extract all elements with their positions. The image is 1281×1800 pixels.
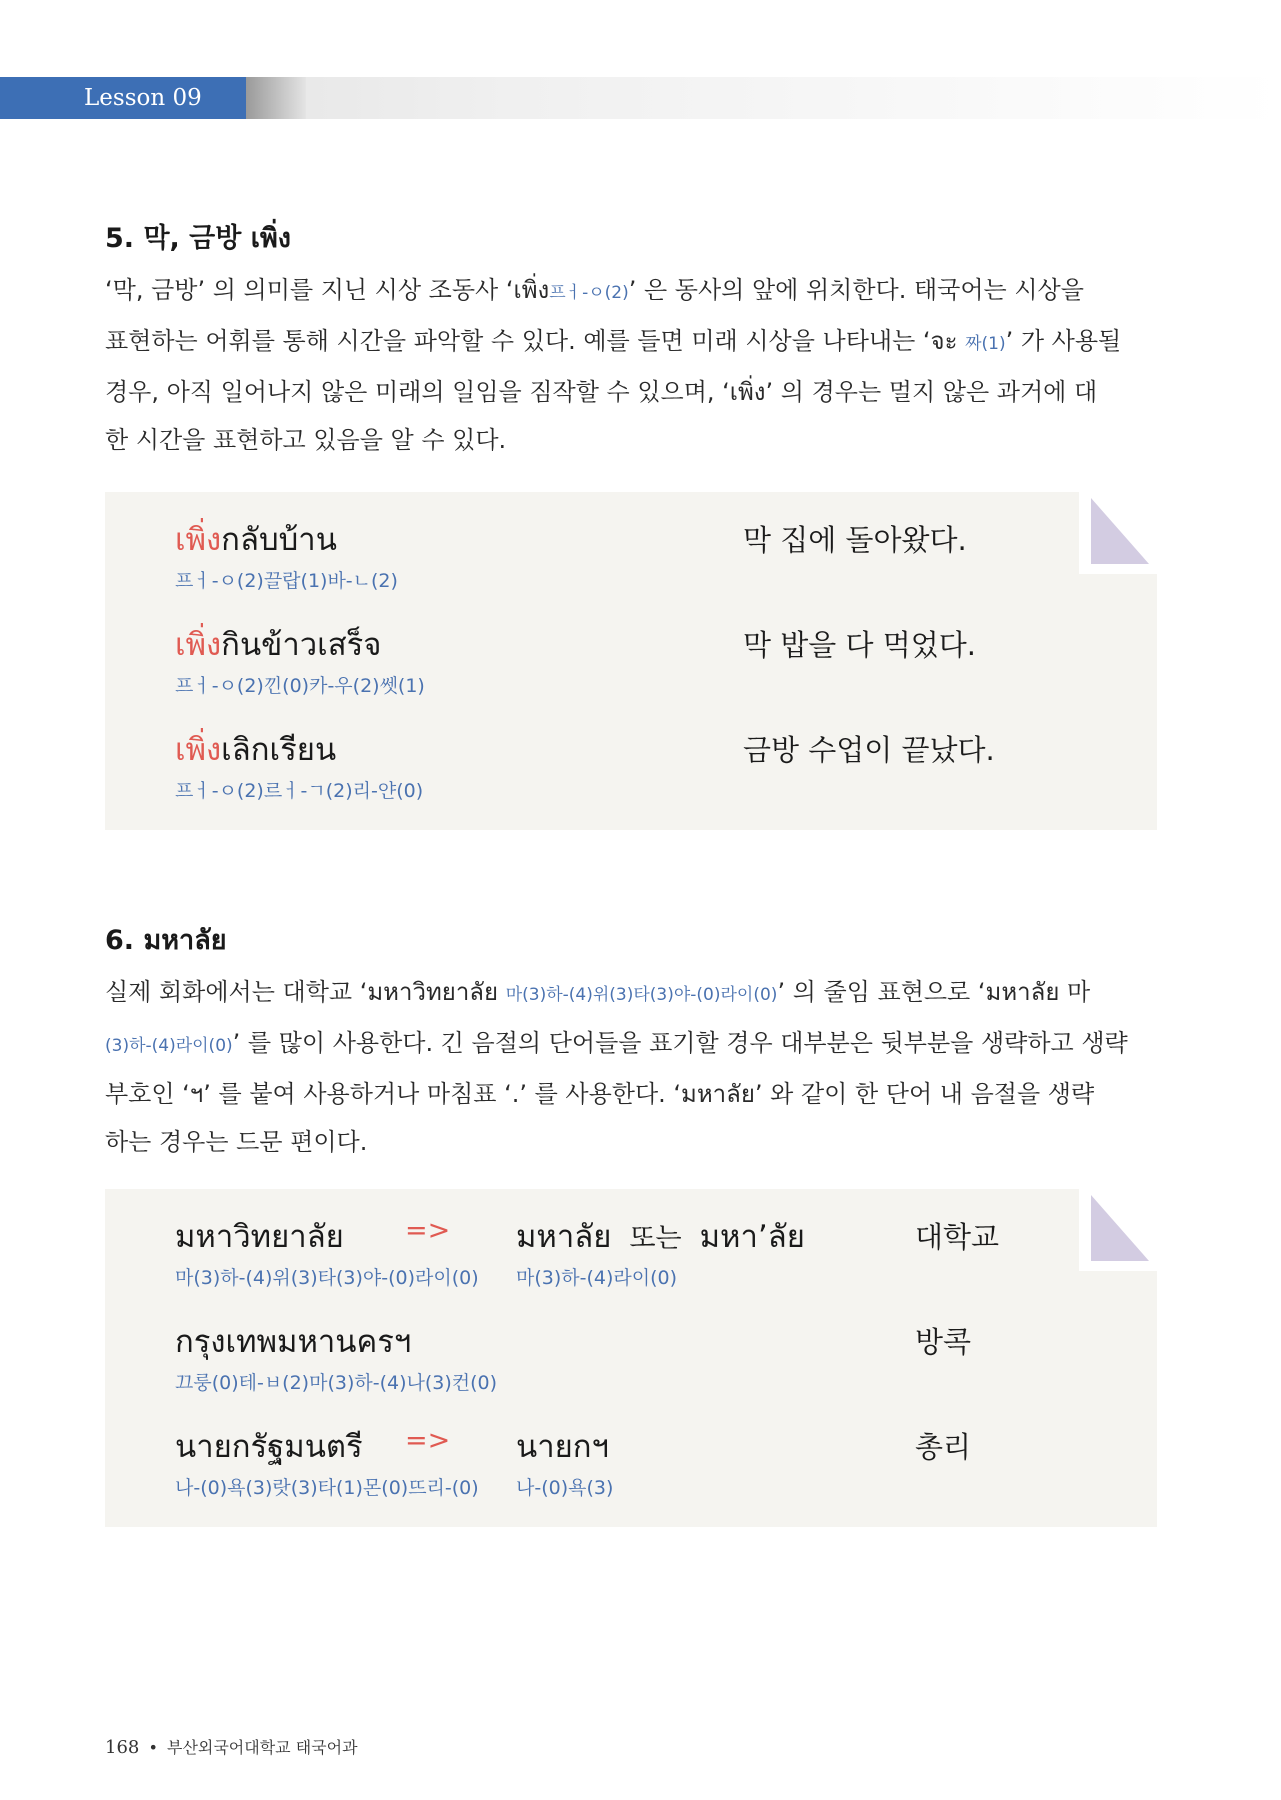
arrow-icon: => [405, 1215, 451, 1246]
footer-bullet: • [148, 1738, 158, 1757]
korean-translation: 대학교 [915, 1220, 1000, 1254]
section5-title: 5. 막, 금방 เพิ่ง [105, 223, 291, 254]
thai-word: นายกรัฐมนตรี [175, 1429, 363, 1465]
thai-phrase: เพิ่งกินข้าวเสร็จ [175, 627, 382, 663]
abbreviated-romanization: 나-(0)욕(3) [516, 1477, 614, 1499]
romanization: 프ㅓ-ㅇ(2)낀(0)카-우(2)쎗(1) [175, 675, 425, 697]
paragraph-line: 부호인 ‘ฯ’ 를 붙여 사용하거나 마침표 ‘.’ 를 사용한다. ‘มหาลัย’ 와 같이 한 단어 내 음절을 생략 [105, 1080, 1095, 1108]
header-tab-shade [246, 77, 306, 119]
section6-paragraph [105, 968, 1157, 1166]
paragraph-line: ‘막, 금방’ 의 의미를 지닌 시상 조동사 ‘เพิ่ง프ㅓ-ㅇ(2)’ 은 동사의 앞에 위치한다. 태국어는 시상을 [105, 276, 1084, 304]
korean-translation: 총리 [915, 1430, 972, 1464]
section6-title: 6. มหาลัย [105, 925, 227, 956]
section5-paragraph [105, 266, 1157, 464]
paragraph-line: 실제 회화에서는 대학교 ‘มหาวิทยาลัย 마(3)하-(4)위(3)타(3)야-(0)라이(0)’ 의 줄임 표현으로 ‘มหาลัย 마 [105, 978, 1091, 1006]
page-footer [105, 1735, 358, 1758]
section5-example-box [105, 492, 1157, 830]
footer-text: 부산외국어대학교 태국어과 [166, 1738, 358, 1757]
romanization: 나-(0)욕(3)랏(3)타(1)몬(0)뜨리-(0) [175, 1477, 479, 1499]
abbreviated-form: นายกฯ [516, 1429, 609, 1465]
romanization: 마(3)하-(4)위(3)타(3)야-(0)라이(0) [175, 1267, 479, 1289]
thai-word: กรุงเทพมหานครฯ [175, 1324, 412, 1360]
paragraph-line: 하는 경우는 드문 편이다. [105, 1128, 368, 1156]
thai-word: มหาวิทยาลัย [175, 1219, 344, 1255]
paragraph-line: 한 시간을 표현하고 있음을 알 수 있다. [105, 426, 507, 454]
paragraph-line: (3)하-(4)라이(0)’ 를 많이 사용한다. 긴 음절의 단어들을 표기할 경우 대부분은 뒷부분을 생략하고 생략 [105, 1029, 1128, 1057]
korean-translation: 막 밥을 다 먹었다. [743, 628, 976, 662]
abbreviated-form: มหาลัย 또는 มหา’ลัย [516, 1219, 805, 1255]
corner-triangle-icon [1079, 1189, 1157, 1271]
thai-phrase: เพิ่งกลับบ้าน [175, 522, 337, 558]
paragraph-line: 표현하는 어휘를 통해 시간을 파악할 수 있다. 예를 들면 미래 시상을 나타내는 ‘จะ 짜(1)’ 가 사용될 [105, 327, 1122, 355]
arrow-icon: => [405, 1425, 451, 1456]
section6-example-box [105, 1189, 1157, 1527]
abbreviated-romanization: 마(3)하-(4)라이(0) [516, 1267, 678, 1289]
korean-translation: 막 집에 돌아왔다. [743, 523, 967, 557]
page-number: 168 [105, 1737, 140, 1758]
paragraph-line: 경우, 아직 일어나지 않은 미래의 일임을 짐작할 수 있으며, ‘เพิ่ง’ 의 경우는 멀지 않은 과거에 대 [105, 378, 1098, 406]
romanization: 끄룽(0)테-ㅂ(2)마(3)하-(4)나(3)컨(0) [175, 1372, 498, 1394]
romanization: 프ㅓ-ㅇ(2)르ㅓ-ㄱ(2)리-얀(0) [175, 780, 424, 802]
korean-translation: 방콕 [915, 1325, 972, 1359]
romanization: 프ㅓ-ㅇ(2)끌랍(1)바-ㄴ(2) [175, 570, 398, 592]
lesson-label: Lesson 09 [0, 77, 246, 119]
korean-translation: 금방 수업이 끝났다. [743, 733, 995, 767]
corner-triangle-icon [1079, 492, 1157, 574]
thai-phrase: เพิ่งเลิกเรียน [175, 732, 337, 768]
